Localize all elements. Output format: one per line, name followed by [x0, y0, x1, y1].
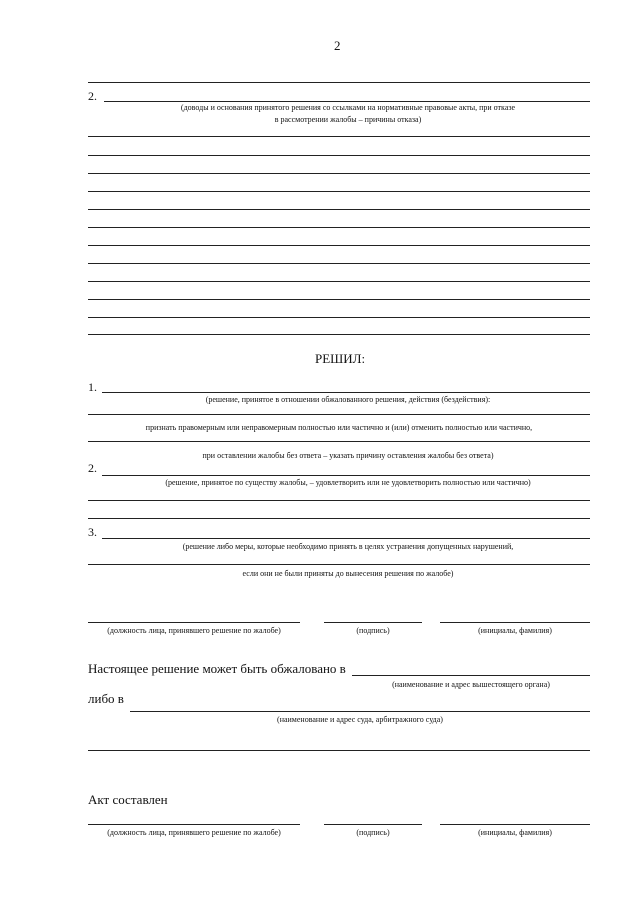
appeal-text: Настоящее решение может быть обжаловано в	[88, 661, 346, 676]
blank-line	[104, 101, 590, 102]
caption-item3-2: если они не были приняты до вынесения решения по жалобе)	[242, 569, 454, 578]
blank-line	[88, 82, 590, 83]
blank-line	[88, 414, 590, 415]
signature-line-signature	[324, 622, 422, 623]
page-number: 2	[334, 38, 341, 53]
signature-line-name	[440, 824, 590, 825]
blank-line	[102, 538, 590, 539]
blank-line	[88, 263, 590, 264]
caption-appeal-2: (наименование и адрес суда, арбитражного суда)	[277, 715, 443, 724]
blank-line	[102, 475, 590, 476]
blank-line	[130, 711, 590, 712]
caption-name-2: (инициалы, фамилия)	[478, 828, 552, 837]
blank-line	[88, 750, 590, 751]
caption-position-1: (должность лица, принявшего решение по жалобе)	[107, 626, 281, 635]
blank-line	[88, 564, 590, 565]
blank-line	[88, 500, 590, 501]
blank-line	[88, 227, 590, 228]
blank-line	[88, 317, 590, 318]
signature-line-position	[88, 824, 300, 825]
blank-line	[352, 675, 590, 676]
caption-appeal-1: (наименование и адрес вышестоящего органа)	[392, 680, 550, 689]
caption-item2: (решение, принятое по существу жалобы, – удовлетворить или не удовлетворить полностью или частично)	[165, 478, 531, 487]
item-number-top: 2.	[88, 89, 97, 103]
signature-line-position	[88, 622, 300, 623]
blank-line	[88, 334, 590, 335]
caption-top-2: в рассмотрении жалобы – причины отказа)	[274, 115, 422, 124]
blank-line	[88, 518, 590, 519]
text-item1-line: признать правомерным или неправомерным полностью или частично и (или) отменить полностью или частично,	[145, 423, 533, 432]
caption-signature-1: (подпись)	[356, 626, 390, 635]
item-number-1: 1.	[88, 380, 97, 394]
caption-top-1: (доводы и основания принятого решения со ссылками на нормативные правовые акты, при отказе	[180, 103, 516, 112]
signature-line-name	[440, 622, 590, 623]
blank-line	[88, 173, 590, 174]
caption-item3-1: (решение либо меры, которые необходимо принять в целях устранения допущенных нарушений,	[182, 542, 514, 551]
blank-line	[88, 136, 590, 137]
blank-line	[102, 392, 590, 393]
text-item1-line2: при оставлении жалобы без ответа – указать причину оставления жалобы без ответа)	[202, 451, 494, 460]
blank-line	[88, 441, 590, 442]
decision-heading: РЕШИЛ:	[315, 351, 366, 366]
blank-line	[88, 155, 590, 156]
item-number-3: 3.	[88, 525, 97, 539]
blank-line	[88, 245, 590, 246]
blank-line	[88, 191, 590, 192]
caption-signature-2: (подпись)	[356, 828, 390, 837]
blank-line	[88, 281, 590, 282]
caption-position-2: (должность лица, принявшего решение по жалобе)	[107, 828, 281, 837]
blank-line	[88, 209, 590, 210]
blank-line	[88, 299, 590, 300]
signature-line-signature	[324, 824, 422, 825]
caption-name-1: (инициалы, фамилия)	[478, 626, 552, 635]
item-number-2: 2.	[88, 461, 97, 475]
act-text: Акт составлен	[88, 792, 168, 807]
appeal-or-text: либо в	[88, 691, 124, 706]
caption-item1: (решение, принятое в отношении обжалованного решения, действия (бездействия):	[205, 395, 491, 404]
